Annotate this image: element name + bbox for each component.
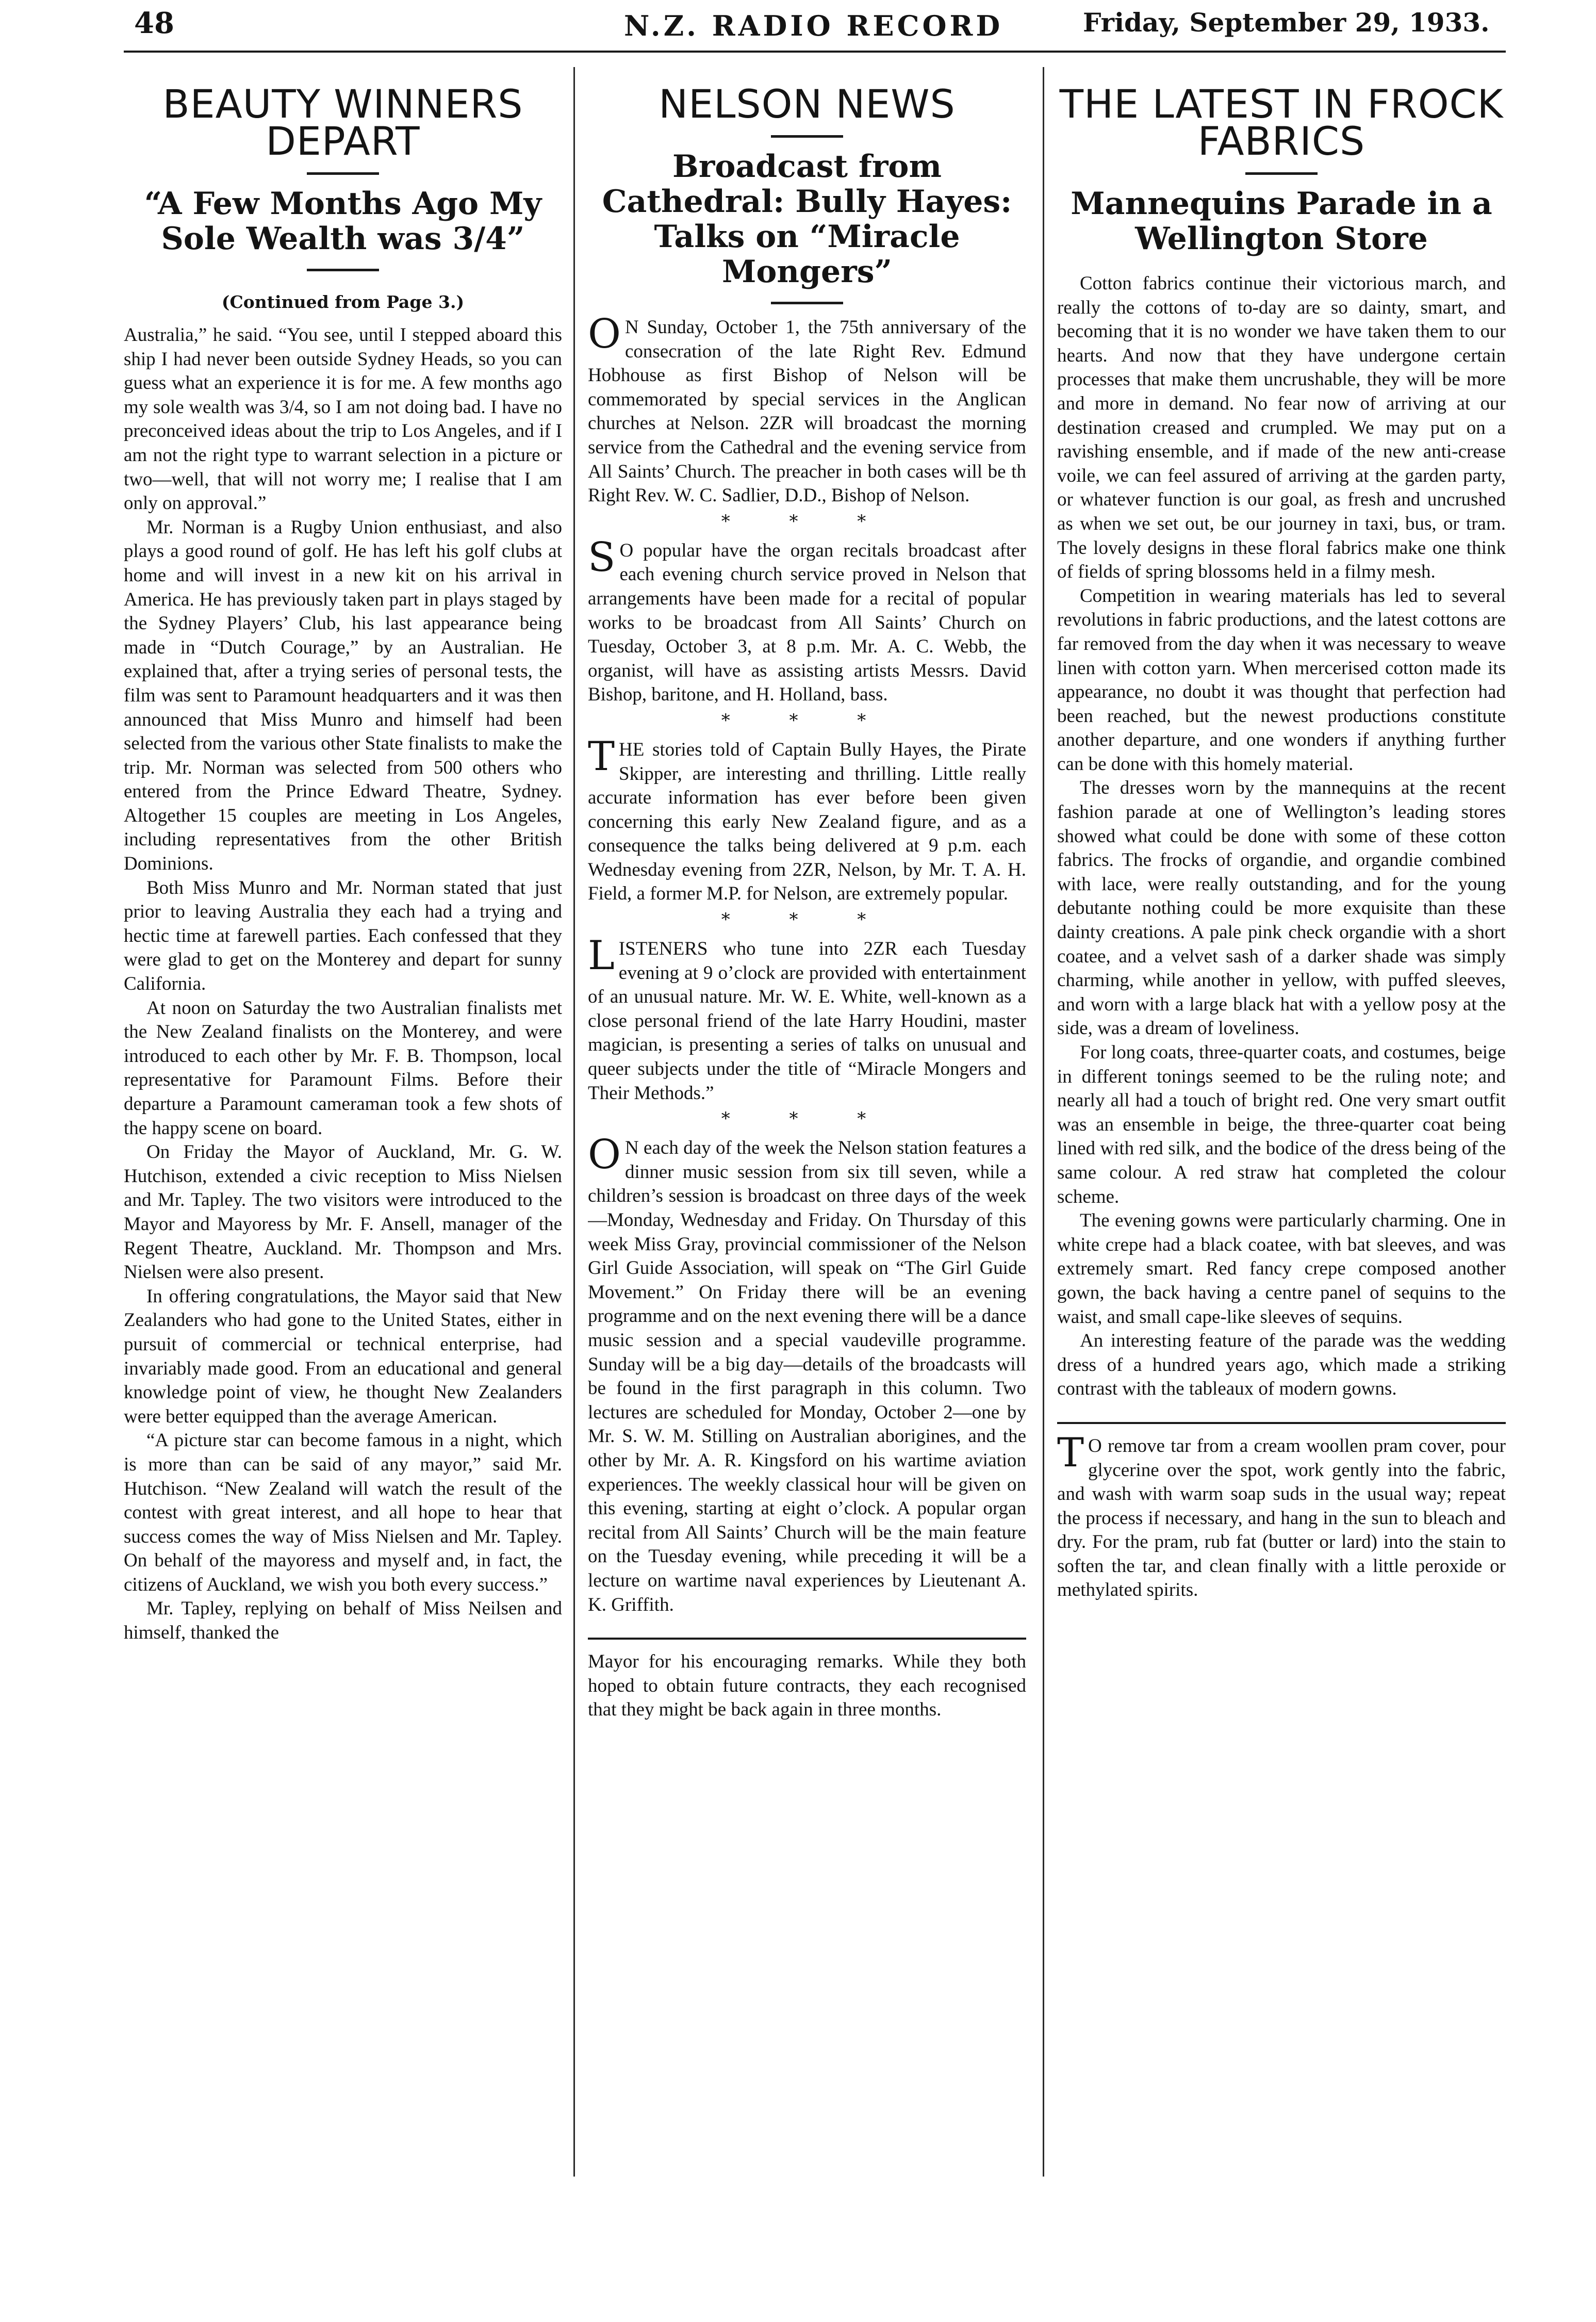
- paragraph: “A picture star can become famous in a night, which is more than can be said of any mayor,” said Mr. Hutchison. “New Zealand will watch the result of the contest with great interest, and all hope to hear that success comes the way of Miss Nielsen and Mr. Tapley. On behalf of the mayoress and myself and, in fact, the citizens of Auckland, we wish you both every success.”: [124, 1430, 562, 1595]
- continued-note: (Continued from Page 3.): [221, 292, 465, 312]
- header-rule: [124, 51, 1506, 53]
- paragraph: Cotton fabrics continue their victorious march, and really the cottons of to-day are so dainty, smart, and becoming that it is no wonder we have taken them to our hearts. And now that they have undergone certain processes that make them uncrushable, they will be more and more in demand. No fear now of arriving at our destination creased and crumpled. We may put on a ravishing ensemble, and if made of the new anti-crease voile, we can feel assured of arriving at the garden party, or whatever function is our goal, as fresh and uncrushed as when we set out, be our journey in taxi, bus, or tram. The lovely designs in these floral fabrics make one think of fields of spring blossoms held in a filmy mesh.: [1057, 273, 1506, 583]
- column-divider: [573, 67, 575, 2177]
- separator-stars: * * *: [721, 909, 893, 930]
- news-item-text: N Sunday, October 1, the 75th anniversary of the consecration of the late Right Rev. Edmund Hobhouse as first Bishop of Nelson will be commemorated by special services in the Anglican churches at Nelson. 2ZR will broadcast the morning service from the Cathedral and the evening service from All Saints’ Church. The preacher in both cases will be th Right Rev. W. C. Sadlier, D.D., Bishop of Nelson.: [588, 317, 1026, 506]
- paragraph: Competition in wearing materials has led to several revolutions in fabric productions, and the latest cottons are far removed from the day when it was necessary to weave linen with cotton yarn. When mercerised cotton made its appearance, no doubt it was thought that perfection had been reached, but the newest productions constitute another departure, and one wonders if anything further can be done with this homely material.: [1057, 585, 1506, 775]
- drop-cap: O: [588, 1132, 621, 1179]
- divider: [307, 172, 379, 175]
- article-subhead: Mannequins Parade in a Wellington Store: [1071, 186, 1492, 257]
- household-tip: [1057, 1429, 1506, 1602]
- article-beauty-winners: [124, 72, 562, 2177]
- paragraph: In offering congratulations, the Mayor said that New Zealanders who had gone to the United States, either in pursuit of commercial or technical enterprise, had invariably made good. From an educational and general knowledge point of view, he thought New Zealanders were better equipped than the average American.: [124, 1285, 562, 1427]
- separator-stars: * * *: [721, 1108, 893, 1130]
- article-subhead: Broadcast from Cathedral: Bully Hayes: Talks on “Miracle Mongers”: [602, 149, 1012, 290]
- news-item: [588, 534, 1026, 707]
- article-subhead: “A Few Months Ago My Sole Wealth was 3/4”: [144, 186, 542, 257]
- paragraph: Mr. Tapley, replying on behalf of Miss Neilsen and himself, thanked the: [124, 1598, 562, 1644]
- drop-cap: T: [588, 733, 615, 780]
- news-item: [588, 311, 1026, 508]
- news-item-text: ISTENERS who tune into 2ZR each Tuesday evening at 9 o’clock are provided with entertainment of an unusual nature. Mr. W. E. White, well-known as a close personal friend of the late Harry Houdini, master magician, is presenting a series of talks on unusual and queer subjects under the title of “Miracle Mongers and Their Methods.”: [588, 938, 1026, 1104]
- spacer: [1057, 256, 1506, 272]
- section-rule: [1057, 1422, 1506, 1424]
- paragraph: The dresses worn by the mannequins at the recent fashion parade at one of Wellington’s leading stores showed what could be done with some of these cotton fabrics. The frocks of organdie, and organdie combined with lace, were really outstanding, and for the young debutante nothing could be more exquisite than these dainty creations. A pale pink check organdie with a short coatee, and a velvet sash of a darker shade was simply charming, while another in yellow, with puffed sleeves, and worn with a large black hat with a yellow posy at the side, was a dream of loveliness.: [1057, 777, 1506, 1039]
- news-item-text: N each day of the week the Nelson station features a dinner music session from six till seven, while a children’s session is broadcast on three days of the week—Monday, Wednesday and Friday. On Thursday of this week Miss Gray, provincial commissioner of the Nelson Girl Guide Association, will speak on “The Girl Guide Movement.” On Friday there will be an evening programme and on the next evening there will be a dance music session and a special vaudeville programme. Sunday will be a big day—details of the broadcasts will be found in the first paragraph in this column. Two lectures are scheduled for Monday, October 2—one by Mr. S. W. M. Stilling on Australian aborigines, and the other by Mr. A. R. Kingsford on his wartime aviation experiences. The weekly classical hour will be given on this evening, starting at eight o’clock. A popular organ recital from All Saints’ Church will be the main feature on the Tuesday evening, while preceding it will be a lecture on wartime naval experiences by Lieutenant A. K. Griffith.: [588, 1137, 1026, 1615]
- news-item: [588, 733, 1026, 906]
- household-tip-text: O remove tar from a cream woollen pram cover, pour glycerine over the spot, work gently into the fabric, and wash with warm soap suds in the usual way; repeat the process if necessary, and hang in the sun to bleach and dry. For the pram, rub fat (butter or lard) into the stain to soften the tar, and clean finally with a little peroxide or methylated spirits.: [1057, 1435, 1506, 1601]
- publication-title: N.Z. RADIO RECORD: [624, 9, 1003, 42]
- drop-cap: O: [588, 311, 621, 357]
- issue-date: Friday, September 29, 1933.: [1083, 7, 1490, 38]
- divider: [771, 302, 843, 304]
- article-frock-fabrics: [1057, 72, 1506, 2177]
- section-rule: [588, 1638, 1026, 1640]
- divider: [307, 269, 379, 271]
- drop-cap: S: [588, 534, 616, 581]
- paragraph: Both Miss Munro and Mr. Norman stated that just prior to leaving Australia they each had a trying and hectic time at farewell parties. Each confessed that they were glad to get on the Monterey and depart for sunny California.: [124, 877, 562, 995]
- continuation-paragraph: Mayor for his encouraging remarks. While they both hoped to obtain future contracts, they each recognised that they might be back again in three months.: [588, 1651, 1026, 1721]
- article-nelson-news: [588, 72, 1026, 2177]
- paragraph: For long coats, three-quarter coats, and costumes, beige in different tonings seemed to be the ruling note; and nearly all had a touch of bright red. One very smart outfit was an ensemble in beige, the three-quarter coat being lined with red silk, and the bodice of the dress being of the same colour. A red straw hat completed the colour scheme.: [1057, 1042, 1506, 1207]
- divider: [1245, 172, 1318, 175]
- paragraph: The evening gowns were particularly charming. One in white crepe had a black coatee, with bat sleeves, and was extremely smart. Red fancy crepe composed another gown, the back having a centre panel of sequins to the waist, and small cape-like sleeves of sequins.: [1057, 1210, 1506, 1328]
- paragraph: Mr. Norman is a Rugby Union enthusiast, and also plays a good round of golf. He has left his golf clubs at home and will invest in a new kit on his arrival in America. He has previously taken part in plays staged by the Sydney Players’ Club, his last appearance being made in “Dutch Courage,” by an Australian. He explained that, after a trying series of personal tests, the film was sent to Paramount headquarters and it was then announced that Miss Munro and himself had been selected from the various other State finalists to make the trip. Mr. Norman was selected from 500 others who entered from the Prince Edward Theatre, Sydney. Altogether 15 couples are meeting in Los Angeles, including representatives from the other British Dominions.: [124, 516, 562, 875]
- news-item: [588, 933, 1026, 1105]
- separator-stars: * * *: [721, 710, 893, 731]
- paragraph: On Friday the Mayor of Auckland, Mr. G. W. Hutchison, extended a civic reception to Miss Nielsen and Mr. Tapley. The two visitors were introduced to the Mayor and Mayoress by Mr. F. Ansell, manager of the Regent Theatre, Auckland. Mr. Thompson and Mrs. Nielsen were also present.: [124, 1141, 562, 1283]
- drop-cap: T: [1057, 1429, 1084, 1476]
- page-number: 48: [134, 6, 174, 40]
- article-headline: BEAUTY WINNERS DEPART: [162, 81, 523, 164]
- separator-stars: * * *: [721, 511, 893, 532]
- news-item-text: HE stories told of Captain Bully Hayes, the Pirate Skipper, are interesting and thrilling. Little really accurate information has ever before been given concerning this early New Zealand figure, and as a consequence the talks being delivered at 9 p.m. each Wednesday evening from 2ZR, Nelson, by Mr. T. A. H. Field, a former M.P. for Nelson, are extremely popular.: [588, 739, 1026, 905]
- paragraph: At noon on Saturday the two Australian finalists met the New Zealand finalists on the Monterey, and were introduced to each other by Mr. F. B. Thompson, local representative for Paramount Films. Before their departure a Paramount cameraman took a few shots of the happy scene on board.: [124, 997, 562, 1139]
- article-headline: NELSON NEWS: [659, 81, 956, 127]
- drop-cap: L: [588, 933, 615, 979]
- page-header: [0, 0, 1596, 57]
- column-divider: [1043, 67, 1044, 2177]
- paragraph: An interesting feature of the parade was the wedding dress of a hundred years ago, which made a striking contrast with the tableaux of modern gowns.: [1057, 1330, 1506, 1400]
- paragraph: Australia,” he said. “You see, until I stepped aboard this ship I had never been outside Sydney Heads, so you can guess what an experience it is for me. A few months ago my sole wealth was 3/4, so I am not doing bad. I have no preconceived ideas about the trip to Los Angeles, and if I am not the right type to warrant selection in a picture or two—well, that will not worry me; I realise that I am only on approval.”: [124, 324, 562, 514]
- divider: [771, 135, 843, 138]
- news-item: [588, 1132, 1026, 1617]
- news-item-text: O popular have the organ recitals broadcast after each evening church service proved in Nelson that arrangements have been made for a recital of popular works to be broadcast from All Saints’ Church on Tuesday, October 3, at 8 p.m. Mr. A. C. Webb, the organist, will have as assisting artists Messrs. David Bishop, baritone, and H. Holland, bass.: [588, 539, 1026, 706]
- article-headline: THE LATEST IN FROCK FABRICS: [1059, 81, 1504, 164]
